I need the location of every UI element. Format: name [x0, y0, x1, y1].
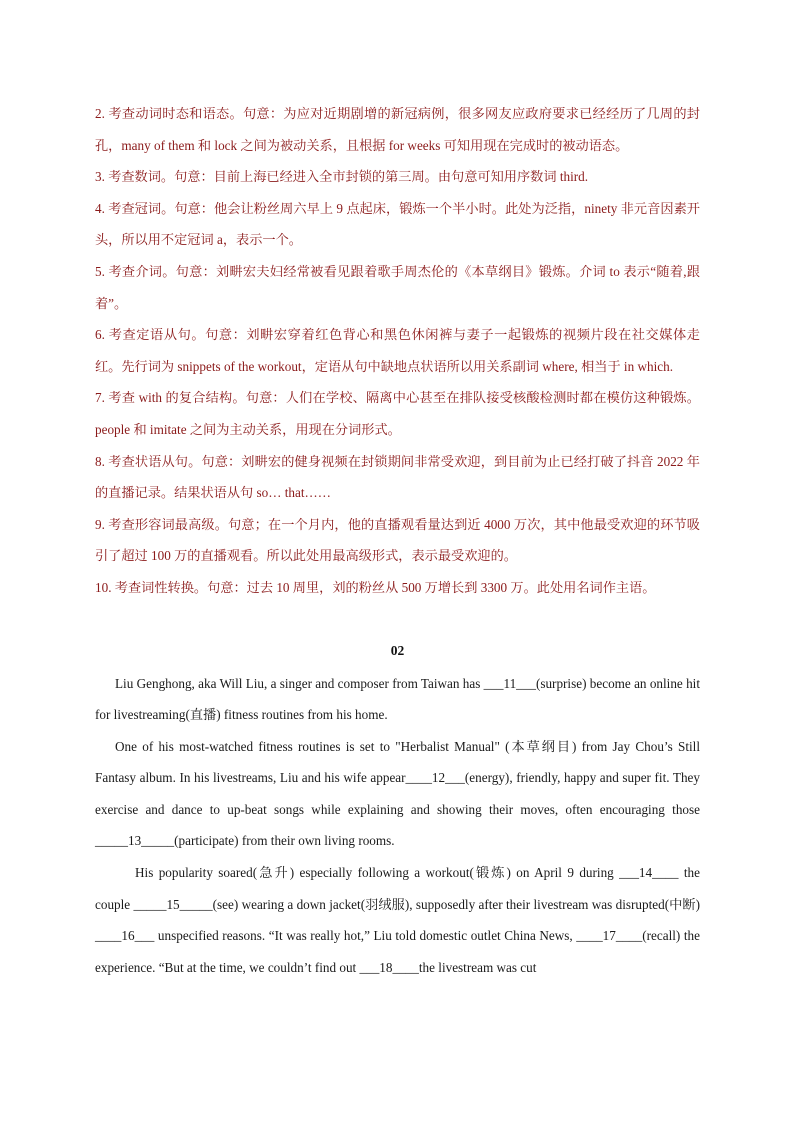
section-number: 02: [390, 642, 405, 658]
cloze-passage: [95, 668, 700, 984]
answer-item-9: 9. 考查形容词最高级。句意；在一个月内，他的直播观看量达到近 4000 万次，其中他最受欢迎的环节吸引了超过 100 万的直播观看。所以此处用最高级形式，表示最受欢迎的。: [95, 516, 700, 564]
answer-item-3: 3. 考查数词。句意：目前上海已经进入全市封锁的第三周。由句意可知用序数词 third.: [95, 169, 589, 185]
answer-explanations: [95, 98, 700, 604]
answer-item-6: 6. 考查定语从句。句意：刘畊宏穿着红色背心和黑色休闲裤与妻子一起锻炼的视频片段在社交媒体走红。先行词为 snippets of the workout，定语从句中缺地点状语所以用关系副词 where, 相当于 in which.: [95, 327, 700, 374]
answer-item-8: 8. 考查状语从句。句意：刘畊宏的健身视频在封锁期间非常受欢迎，到目前为止已经打破了抖音 2022 年的直播记录。结果状语从句 so… that……: [95, 453, 700, 501]
answer-item-10: 10. 考查词性转换。句意：过去 10 周里，刘的粉丝从 500 万增长到 3300 万。此处用名词作主语。: [95, 579, 656, 595]
answer-item-5: 5. 考查介词。句意：刘畊宏夫妇经常被看见跟着歌手周杰伦的《本草纲目》锻炼。介词 to 表示“随着,跟着”。: [95, 263, 700, 311]
answer-item-2: 2. 考查动词时态和语态。句意：为应对近期剧增的新冠病例，很多网友应政府要求已经经历了几周的封孔，many of them 和 lock 之间为被动关系，且根据 for weeks 可知用现在完成时的被动语态。: [95, 106, 700, 153]
passage-paragraph-2: One of his most-watched fitness routines is set to "Herbalist Manual" (本草纲目) from Jay Chou’s Still Fantasy album. In his livestreams, Liu and his wife appear____12___(energy), friendly, happy and super fit. They exercise and dance to up-beat songs while explaining and showing their moves, often encouraging those _____13_____(participate) from their own living rooms.: [95, 738, 700, 849]
answer-item-4: 4. 考查冠词。句意：他会让粉丝周六早上 9 点起床，锻炼一个半小时。此处为泛指，ninety 非元音因素开头，所以用不定冠词 a，表示一个。: [95, 200, 700, 248]
passage-paragraph-1: Liu Genghong, aka Will Liu, a singer and composer from Taiwan has ___11___(surprise) become an online hit for livestreaming(直播) fitness routines from his home.: [95, 675, 700, 723]
document-page: [95, 98, 700, 983]
answer-item-7: 7. 考查 with 的复合结构。句意：人们在学校、隔离中心甚至在排队接受核酸检测时都在模仿这种锻炼。people 和 imitate 之间为主动关系，用现在分词形式。: [95, 390, 700, 437]
passage-paragraph-3: His popularity soared(急升) especially following a workout(锻炼) on April 9 during ___14____ the couple _____15_____(see) wearing a down jacket(羽绒服), supposedly after their livestream was disrupted(中断) ____16___ unspecified reasons. “It was really hot,” Liu told domestic outlet China News, ____17____(recall) the experience. “But at the time, we couldn’t find out ___18____the livestream was cut: [95, 865, 700, 975]
